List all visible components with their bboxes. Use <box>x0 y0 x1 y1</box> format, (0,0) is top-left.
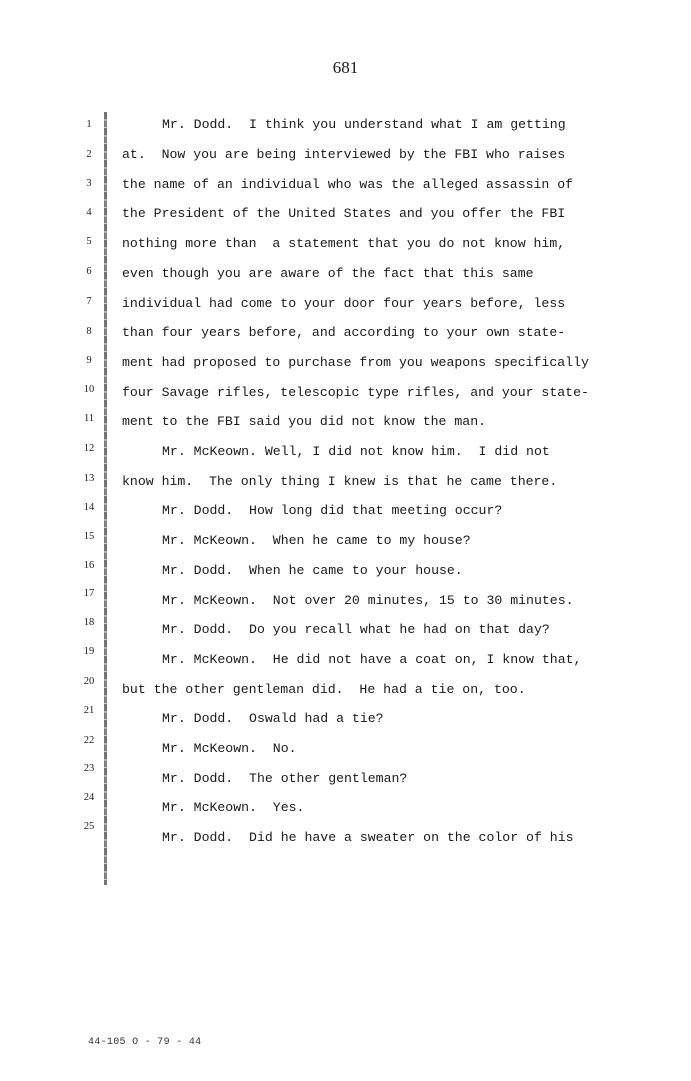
transcript-line: Mr. McKeown. Yes. <box>162 800 305 815</box>
line-number: 4 <box>86 207 92 218</box>
transcript-line: Mr. McKeown. Well, I did not know him. I did not <box>162 444 550 459</box>
transcript-line: Mr. McKeown. Not over 20 minutes, 15 to 30 minutes. <box>162 593 574 608</box>
transcript-line: Mr. Dodd. Did he have a sweater on the color of his <box>162 830 574 845</box>
transcript-line: Mr. McKeown. When he came to my house? <box>162 533 471 548</box>
transcript-line: know him. The only thing I knew is that he came there. <box>122 474 558 489</box>
line-number: 5 <box>86 236 92 247</box>
transcript-line: Mr. Dodd. When he came to your house. <box>162 563 463 578</box>
line-number: 16 <box>83 560 95 571</box>
line-number: 14 <box>83 502 95 513</box>
line-number: 13 <box>83 473 95 484</box>
transcript-line: Mr. Dodd. The other gentleman? <box>162 771 408 786</box>
transcript-line: than four years before, and according to your own state- <box>122 325 566 340</box>
transcript-line: ment to the FBI said you did not know the man. <box>122 414 487 429</box>
line-number: 7 <box>86 296 92 307</box>
line-number: 11 <box>83 413 95 424</box>
line-number: 17 <box>83 588 95 599</box>
line-number: 12 <box>83 443 95 454</box>
transcript-line: the name of an individual who was the alleged assassin of <box>122 177 574 192</box>
transcript-line: Mr. Dodd. I think you understand what I am getting <box>162 117 566 132</box>
footer-print-code: 44-105 O - 79 - 44 <box>88 1037 202 1048</box>
transcript-line: Mr. McKeown. He did not have a coat on, I know that, <box>162 652 582 667</box>
transcript-line: four Savage rifles, telescopic type rifles, and your state- <box>122 385 589 400</box>
line-number: 24 <box>83 792 95 803</box>
line-number: 1 <box>86 119 92 130</box>
margin-rule <box>104 112 107 885</box>
transcript-line: ment had proposed to purchase from you weapons specifically <box>122 355 589 370</box>
line-number: 3 <box>86 178 92 189</box>
transcript-line: Mr. Dodd. How long did that meeting occur? <box>162 503 503 518</box>
line-number: 6 <box>86 266 92 277</box>
transcript-line: Mr. Dodd. Oswald had a tie? <box>162 711 384 726</box>
line-number: 20 <box>83 676 95 687</box>
line-number: 9 <box>86 355 92 366</box>
line-number: 2 <box>86 149 92 160</box>
transcript-line: Mr. McKeown. No. <box>162 741 297 756</box>
line-number: 10 <box>83 384 95 395</box>
line-number: 15 <box>83 531 95 542</box>
line-number: 22 <box>83 735 95 746</box>
line-number: 23 <box>83 763 95 774</box>
line-number: 18 <box>83 617 95 628</box>
transcript-line: nothing more than a statement that you do not know him, <box>122 236 566 251</box>
transcript-line: the President of the United States and you offer the FBI <box>122 206 566 221</box>
line-number: 25 <box>83 821 95 832</box>
line-number: 21 <box>83 705 95 716</box>
transcript-line: Mr. Dodd. Do you recall what he had on that day? <box>162 622 550 637</box>
transcript-line: even though you are aware of the fact that this same <box>122 266 534 281</box>
transcript-line: at. Now you are being interviewed by the FBI who raises <box>122 147 566 162</box>
line-number: 8 <box>86 326 92 337</box>
transcript-line: but the other gentleman did. He had a tie on, too. <box>122 682 526 697</box>
transcript-line: individual had come to your door four years before, less <box>122 296 566 311</box>
page-number: 681 <box>332 58 359 77</box>
line-number: 19 <box>83 646 95 657</box>
